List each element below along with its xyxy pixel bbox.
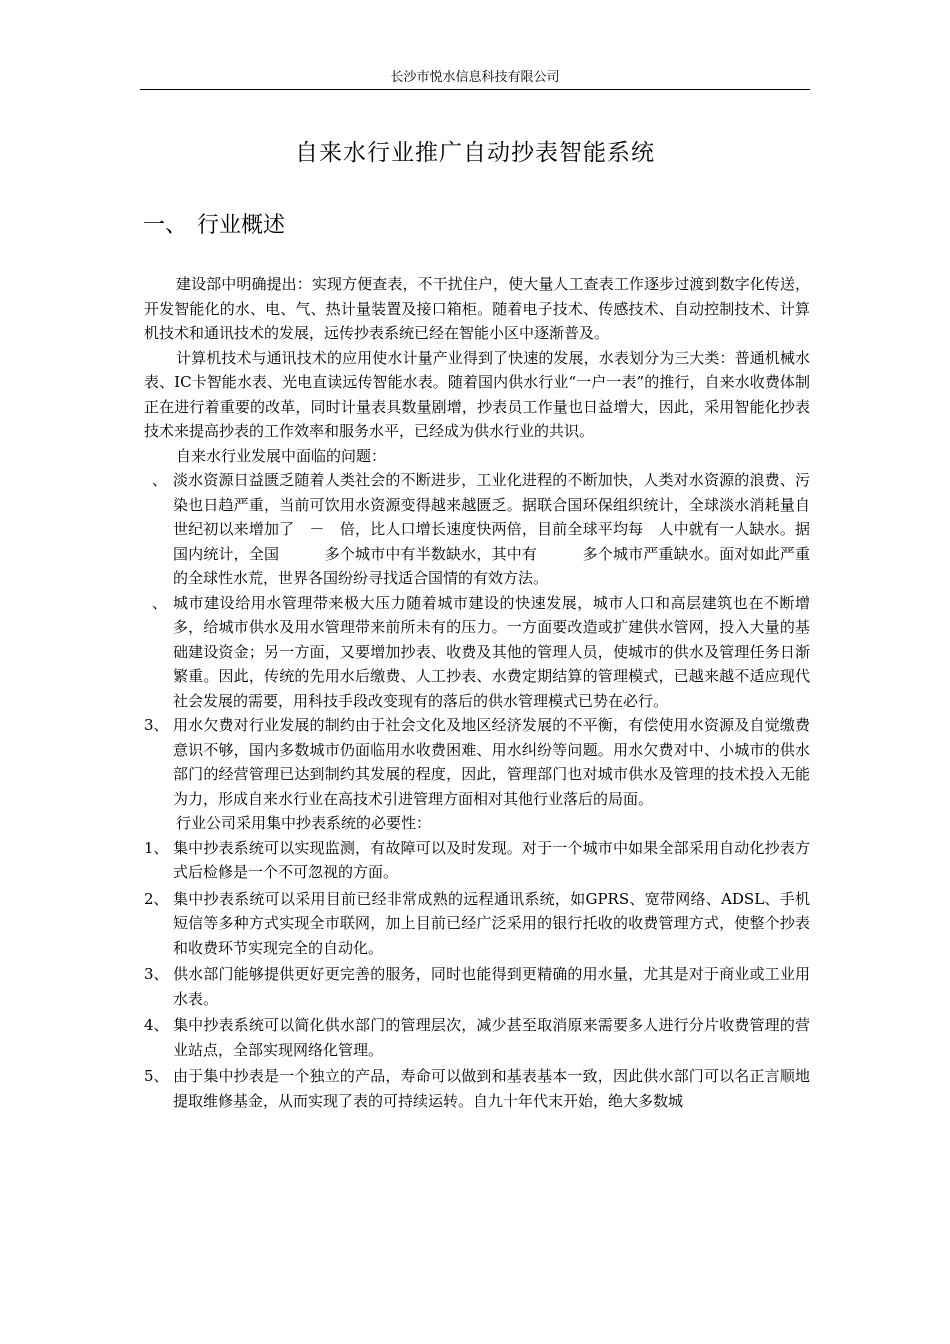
list-marker: 、 (152, 593, 168, 612)
list-item-text: 集中抄表系统可以简化供水部门的管理层次，减少甚至取消原来需要多人进行分片收费管理的营业站点，全部实现网络化管理。 (173, 1016, 810, 1059)
list-marker: 4、 (144, 1016, 169, 1034)
list-item-problem (144, 591, 810, 714)
list-marker: 2、 (144, 889, 169, 908)
paragraph-intro: 建设部中明确提出：实现方便查表，不干扰住户，使大量人工查表工作逐步过渡到数字化传送，开发智能化的水、电、气、热计量装置及接口箱柜。随着电子技术、传感技术、自动控制技术、计算机技术和通讯技术的发展，远传抄表系统已经在智能小区中逐渐普及。 (144, 275, 810, 342)
page-header-company: 长沙市悦水信息科技有限公司 (390, 70, 560, 85)
list-item-text: 用水欠费对行业发展的制约由于社会文化及地区经济发展的不平衡，有偿使用水资源及自觉缴费意识不够，国内多数城市仍面临用水收费困难、用水纠纷等问题。用水欠费对中、小城市的供水部门的经营管理已达到制约其发展的程度，因此，管理部门也对城市供水及管理的技术投入无能为力，形成自来水行业在高技术引进管理方面相对其他行业落后的局面。 (173, 716, 810, 808)
section-heading (143, 211, 285, 241)
list-item-problem (144, 468, 841, 591)
list-item-text: 淡水资源日益匮乏随着人类社会的不断进步，工业化进程的不断加快，人类对水资源的浪费、污染也日趋严重，当前可饮用水资源变得越来越匮乏。据联合国环保组织统计，全球淡水消耗量自 世纪初以来增加了 － 倍，比人口增长速度快两倍，目前全球平均每 人中就有一人缺水。据国内统计，全国 多个城市中有半数缺水，其中有 多个城市严重缺水。面对如此严重的全球性水荒，世界各国纷纷寻找适合国情的有效方法。 (173, 471, 841, 587)
list-marker: 1、 (144, 838, 169, 857)
list-item-text: 由于集中抄表是一个独立的产品，寿命可以做到和基表基本一致，因此供水部门可以名正言顺地提取维修基金，从而实现了表的可持续运转。自九十年代末开始，绝大多数城 (173, 1067, 810, 1110)
paragraph-necessity-heading: 行业公司采用集中抄表系统的必要性： (176, 814, 432, 832)
list-item-necessity (144, 962, 810, 1011)
section-number: 一、 (143, 213, 188, 238)
list-item-necessity (144, 1013, 810, 1062)
list-item-text: 城市建设给用水管理带来极大压力随着城市建设的快速发展，城市人口和高层建筑也在不断增多，给城市供水及用水管理带来前所未有的压力。一方面要改造或扩建供水管网，投入大量的基础建设资金；另一方面，又要增加抄表、收费及其他的管理人员，使城市的供水及管理任务日渐繁重。因此，传统的先用水后缴费、人工抄表、水费定期结算的管理模式，已越来越不适应现代社会发展的需要，用科技手段改变现有的落后的供水管理模式已势在必行。 (173, 593, 810, 710)
section-title: 行业概述 (197, 213, 286, 238)
document-body (144, 272, 841, 1113)
list-item-problem (144, 713, 810, 811)
list-marker: 、 (152, 471, 168, 489)
paragraph-meter-types: 计算机技术与通讯技术的应用使水计量产业得到了快速的发展，水表划分为三大类：普通机械水表、IC卡智能水表、光电直读远传智能水表。随着国内供水行业“一户一表”的推行，自来水收费体制正在进行着重要的改革，同时计量表具数量剧增，抄表员工作量也日益增大，因此，采用智能化抄表技术来提高抄表的工作效率和服务水平，已经成为供水行业的共识。 (144, 348, 810, 440)
list-item-text: 供水部门能够提供更好更完善的服务，同时也能得到更精确的用水量，尤其是对于商业或工业用水表。 (173, 965, 810, 1008)
list-item-text: 集中抄表系统可以采用目前已经非常成熟的远程通讯系统，如GPRS、宽带网络、ADSL、手机短信等多种方式实现全市联网，加上目前已经广泛采用的银行托收的收费管理方式，使整个抄表和收费环节实现完全的自动化。 (173, 889, 810, 957)
list-item-necessity (144, 836, 810, 885)
list-item-necessity (144, 887, 810, 961)
document-title: 自来水行业推广自动抄表智能系统 (295, 140, 655, 166)
list-marker: 5、 (144, 1067, 169, 1085)
header-divider (140, 89, 810, 90)
list-item-necessity (144, 1064, 810, 1113)
list-marker: 3、 (144, 716, 169, 734)
list-marker: 3、 (144, 965, 169, 983)
list-item-text: 集中抄表系统可以实现监测，有故障可以及时发现。对于一个城市中如果全部采用自动化抄表方式后检修是一个不可忽视的方面。 (173, 838, 810, 881)
paragraph-problems-heading: 自来水行业发展中面临的问题： (176, 446, 387, 465)
